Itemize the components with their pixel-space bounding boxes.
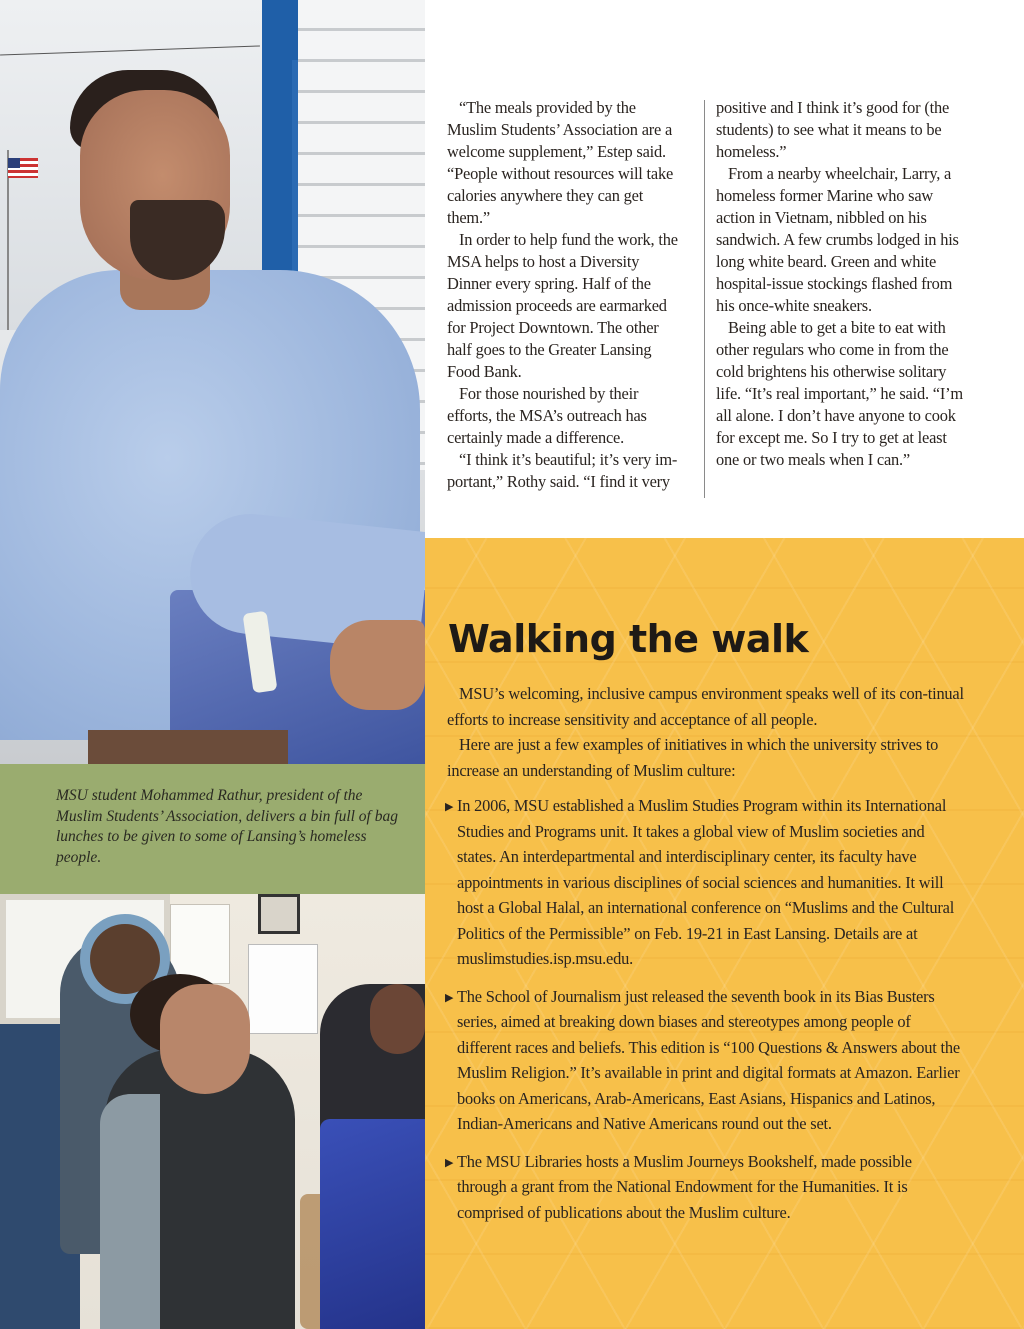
student-hand (330, 620, 425, 710)
sidebar-title-bold: Walking (448, 617, 617, 661)
blue-recycling-bin (320, 1119, 425, 1329)
column-divider (704, 100, 705, 498)
article-paragraph: Being able to get a bite to eat with other regulars who come in from the cold brightens his otherwise solitary life. “It’s real important,” he said. “I’m all alone. I don’t have anyone to cook for except me. So I try to get at least one or two meals when I can.” (716, 318, 963, 469)
article-paragraph: From a nearby wheelchair, Larry, a homeless former Marine who saw action in Vietnam, nibbled on his sandwich. A few crumbs lodged in his long white beard. Green and white hospital-issue stockings flashed from his once-white sneakers. (716, 164, 959, 315)
list-item (445, 793, 965, 972)
sidebar-title (448, 615, 808, 663)
sidebar-intro (447, 681, 967, 783)
article-paragraph: positive and I think it’s good for (the students) to see what it means to be homeless.” (716, 98, 950, 161)
wall-poster (248, 944, 318, 1034)
photo-caption: MSU student Mohammed Rathur, president of the Muslim Students’ Association, delivers a bin full of bag lunches to be given to some of Lansing’s homeless people. (56, 787, 398, 866)
article-column-2 (716, 97, 968, 471)
wall-frame (258, 894, 300, 934)
bullet-arrow-icon: ▶ (445, 800, 454, 813)
article-paragraph: “The meals provided by the Muslim Students’ Association are a welcome supplement,” Estep said. “People without resources will take calories anywhere they can get them.” (447, 98, 674, 227)
person-vest-sleeve (100, 1094, 160, 1329)
photo-students-preparing-lunches (0, 894, 425, 1329)
person-vest-face (160, 984, 250, 1094)
sidebar-title-rest: the walk (616, 617, 809, 661)
list-item-text: The MSU Libraries hosts a Muslim Journeys Bookshelf, made possible through a grant from the National Endowment for the Humanities. It is comprised of publications about the Muslim culture. (457, 1151, 912, 1222)
student-belt (88, 730, 288, 764)
list-item (445, 984, 965, 1137)
article-column-1 (447, 97, 687, 493)
list-item-text: The School of Journalism just released the seventh book in its Bias Busters series, aimed at breaking down biases and stereotypes among people of different races and beliefs. This edition is “100 Questions & Answers about the Muslim Religion.” It’s available in print and digital formats at Amazon. Earlier books on Americans, Arab-Americans, East Asians, Hispanics and Latinos, Indian-Americans and Native Americans round out the set. (457, 986, 960, 1133)
article-paragraph: “I think it’s beautiful; it’s very im-portant,” Rothy said. “I find it very (447, 450, 678, 491)
person-right-face (370, 984, 425, 1054)
flag-icon (8, 158, 38, 178)
list-item (445, 1149, 965, 1226)
bullet-arrow-icon: ▶ (445, 1155, 454, 1169)
list-item-text: In 2006, MSU established a Muslim Studies Program within its International Studies and Programs unit. It takes a global view of Muslim societies and states. An interdepartmental and interdisciplinary center, its faculty have appointments in various disciplines of social sciences and humanities. It will host a Global Halal, an international conference on “Muslims and the Cultural Politics of the Permissible” on Feb. 19-21 in East Lansing. Details are at muslimstudies.isp.msu.edu. (457, 796, 955, 968)
sidebar-intro-paragraph: MSU’s welcoming, inclusive campus environment speaks well of its con-tinual efforts to increase sensitivity and acceptance of all people. (447, 684, 964, 729)
initiative-list (445, 793, 965, 1237)
sidebar-intro-paragraph: Here are just a few examples of initiatives in which the university strives to increase an understanding of Muslim culture: (447, 735, 939, 780)
article-paragraph: For those nourished by their efforts, the MSA’s outreach has certainly made a difference. (447, 384, 647, 447)
notice-board (170, 904, 230, 984)
photo-student-with-bin (0, 0, 425, 764)
article-paragraph: In order to help fund the work, the MSA helps to host a Diversity Dinner every spring. Half of the admission proceeds are earmarked for Project Downtown. The other half goes to the Greater Lansing Food Bank. (447, 230, 678, 381)
bullet-arrow-icon: ▶ (445, 990, 454, 1004)
